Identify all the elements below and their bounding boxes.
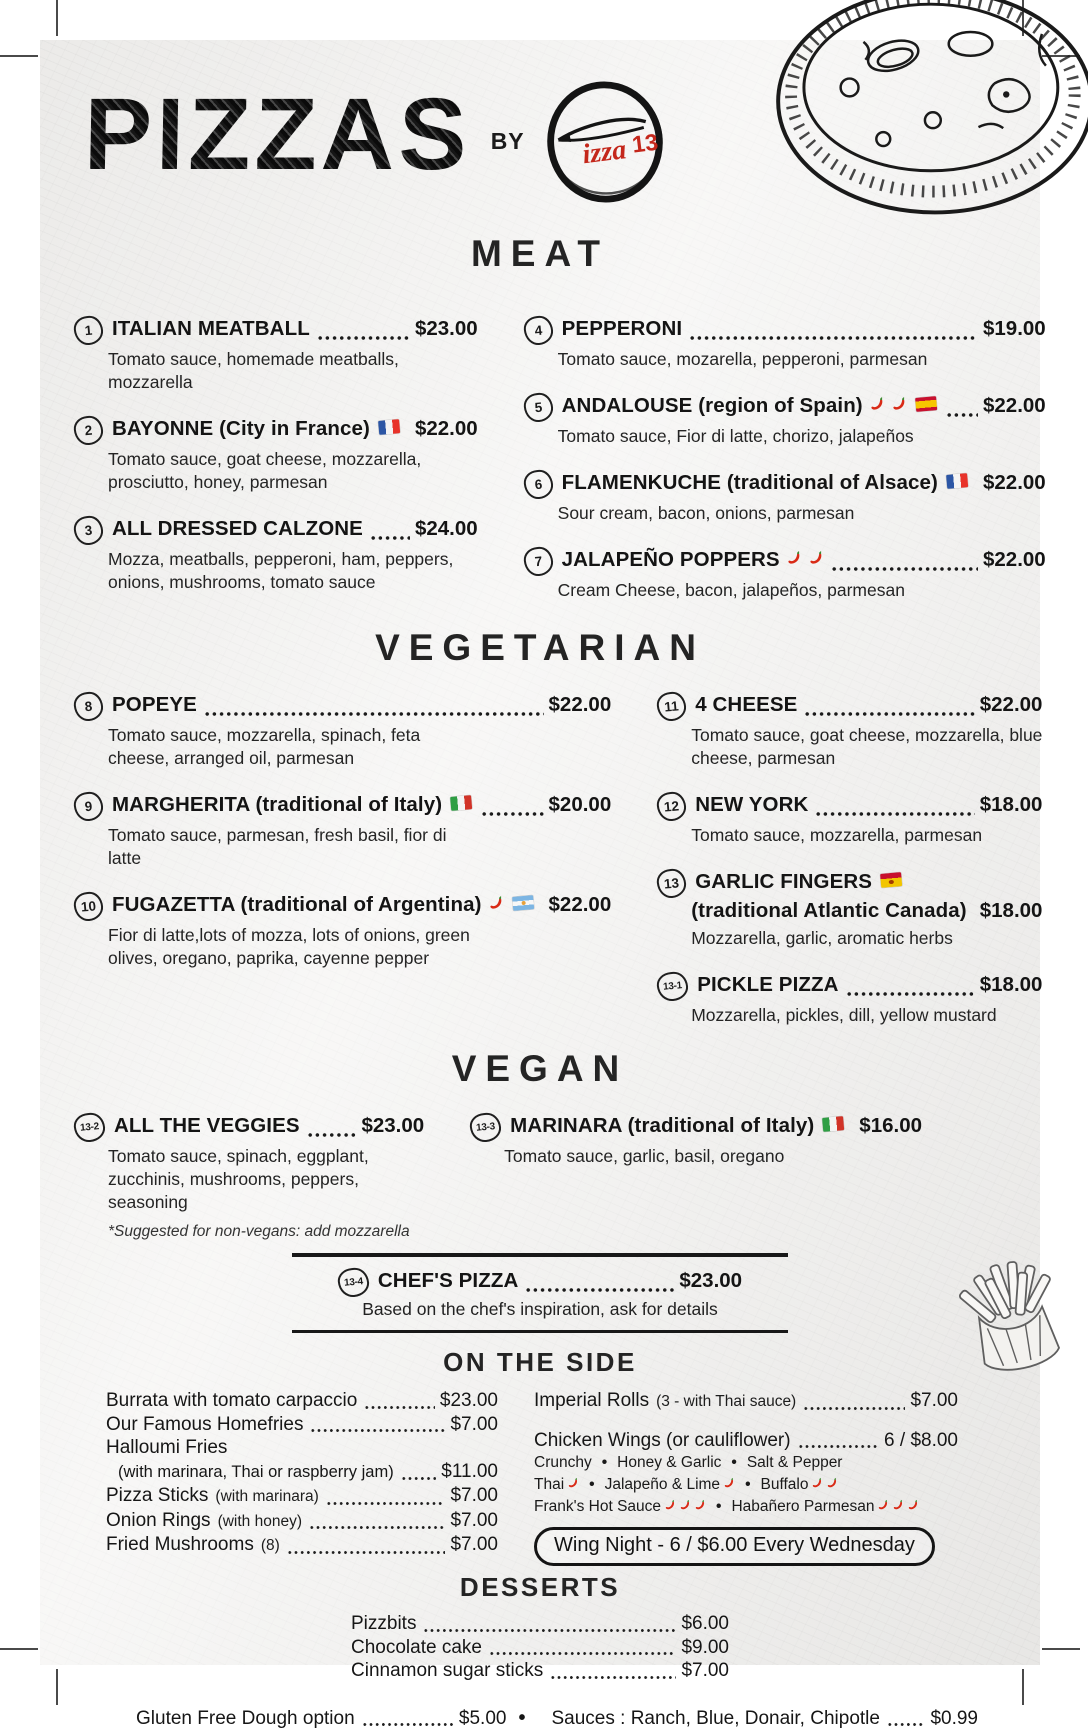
side-row (534, 1389, 958, 1414)
item-price: $22.00 (414, 417, 478, 440)
section-heading-meat: MEAT (470, 233, 610, 274)
gluten-free-row (136, 1708, 506, 1730)
chili-icon (488, 895, 504, 911)
item-number-badge: 13-3 (469, 1112, 502, 1144)
menu-item (74, 516, 478, 594)
menu-item (657, 692, 1042, 770)
item-name: ITALIAN MEATBALL (112, 317, 310, 340)
side-col-2-rows (534, 1389, 958, 1452)
side-item-note: (8) (260, 1537, 280, 1554)
item-description: Mozza, meatballs, pepperoni, ham, peppers, onions, mushrooms, tomato sauce (108, 549, 454, 592)
item-number-badge: 11 (656, 691, 687, 722)
pizza-sketch-icon (743, 26, 1088, 264)
side-item-price: $9.00 (681, 1636, 729, 1658)
side-row (106, 1389, 498, 1413)
dotted-leader (310, 1526, 445, 1529)
item-name: MARINARA (traditional of Italy) (510, 1114, 815, 1137)
item-name: MARGHERITA (traditional of Italy) (112, 793, 443, 816)
bullet-separator: • (601, 1454, 608, 1471)
item-name: FLAMENKUCHE (traditional of Alsace) (561, 471, 938, 494)
side-item-price: $7.00 (450, 1485, 498, 1506)
item-number-badge: 3 (73, 515, 104, 546)
side-item-note: (with marinara) (215, 1488, 319, 1505)
item-description: Tomato sauce, mozarella, pepperoni, parmesan (557, 349, 928, 369)
chili-icon (869, 396, 885, 412)
chili-icon (891, 396, 907, 412)
menu-item (74, 792, 611, 870)
footer-item-price: $0.99 (930, 1707, 978, 1729)
item-line (470, 1113, 922, 1142)
bullet-separator: • (731, 1454, 737, 1471)
dotted-leader (363, 1723, 454, 1726)
chili-icon (811, 1477, 823, 1489)
side-item-price: $6.00 (681, 1613, 729, 1634)
dotted-leader (424, 1629, 676, 1632)
item-price: $18.00 (979, 793, 1043, 816)
meat-col-2 (524, 316, 1046, 624)
footer-item-name: Gluten Free Dough option (136, 1707, 355, 1729)
item-line (657, 869, 1042, 898)
item-price: $22.00 (982, 548, 1046, 571)
item-name: 4 CHEESE (695, 693, 798, 716)
crop-mark (1042, 1648, 1080, 1650)
france-flag-icon (946, 473, 968, 489)
item-price: $20.00 (548, 793, 612, 816)
dotted-leader (551, 1676, 676, 1679)
spain-flag-icon (915, 396, 937, 412)
sauces-row (551, 1708, 978, 1730)
side-row (106, 1509, 498, 1534)
item-line (524, 470, 1046, 499)
dotted-leader (308, 1133, 357, 1137)
chefs-pizza-line (338, 1268, 742, 1297)
item-line (524, 547, 1046, 576)
chili-icon (826, 1477, 838, 1489)
item-description: Tomato sauce, mozzarella, spinach, feta cheese, arranged oil, parmesan (108, 725, 421, 768)
chili-icon (694, 1499, 706, 1511)
dotted-leader (690, 336, 978, 340)
side-item-price: $11.00 (441, 1460, 498, 1482)
item-description: Based on the chef's inspiration, ask for details (362, 1298, 718, 1319)
side-item-name: Fried Mushrooms (106, 1534, 254, 1555)
item-price: $23.00 (361, 1114, 425, 1137)
wing-flavor: Jalapeño & Lime (604, 1476, 721, 1493)
chili-icon (892, 1499, 904, 1511)
side-item-name: Cinnamon sugar sticks (351, 1660, 544, 1681)
side-item-price: $23.00 (439, 1390, 498, 1411)
item-price: $18.00 (979, 899, 1043, 922)
item-description: Tomato sauce, goat cheese, mozzarella, blue cheese, parmesan (691, 725, 1043, 768)
item-name: POPEYE (112, 693, 197, 716)
vegan-columns (40, 1113, 1040, 1263)
crop-mark (0, 1648, 38, 1650)
chili-icon (664, 1499, 676, 1511)
item-description: Tomato sauce, parmesan, fresh basil, fior di latte (108, 825, 447, 868)
wing-night-badge: Wing Night - 6 / $6.00 Every Wednesday (534, 1527, 935, 1566)
menu-item (524, 547, 1046, 602)
item-description: Mozzarella, garlic, aromatic herbs (691, 928, 953, 948)
vegan-col-1 (74, 1113, 424, 1263)
vegetarian-col-2 (657, 692, 1042, 1049)
bullet-separator: • (716, 1498, 722, 1515)
side-item-price: $7.00 (450, 1534, 498, 1555)
wing-flavor: Frank's Hot Sauce (534, 1498, 662, 1515)
item-price: $22.00 (982, 394, 1046, 417)
side-item-price: 6 / $8.00 (884, 1429, 958, 1451)
bullet-separator: • (518, 1706, 526, 1729)
item-price: $22.00 (548, 693, 612, 716)
menu-item (470, 1113, 922, 1168)
item-line (524, 393, 1046, 422)
side-item-price: $7.00 (450, 1509, 498, 1531)
item-number-badge: 1 (73, 315, 104, 346)
pizza13-logo-icon (541, 78, 669, 206)
side-row (106, 1436, 498, 1460)
item-name: ALL THE VEGGIES (114, 1114, 300, 1137)
section-heading-vegetarian: VEGETARIAN (375, 627, 705, 668)
logo-number: 13 (630, 128, 660, 158)
side-row (106, 1413, 498, 1437)
dotted-leader (799, 1445, 879, 1448)
vegetarian-columns (40, 692, 1043, 1049)
logo-text: izza (580, 134, 628, 171)
item-name: CHEF'S PIZZA (377, 1268, 519, 1292)
item-number-badge: 13-4 (337, 1266, 370, 1298)
crop-mark (56, 0, 58, 36)
item-name: ANDALOUSE (region of Spain) (561, 394, 863, 417)
item-name: GARLIC FINGERS (695, 870, 873, 893)
new-brunswick-flag-icon (880, 872, 902, 888)
by-label: BY (490, 128, 525, 154)
wing-flavors (534, 1452, 958, 1518)
item-line (74, 1113, 424, 1142)
wing-flavor-row (534, 1496, 958, 1518)
item-name: JALAPEÑO POPPERS (561, 548, 780, 571)
side-item-note: (3 - with Thai sauce) (656, 1393, 797, 1410)
chili-icon (907, 1499, 919, 1511)
menu-item (657, 792, 1042, 847)
item-description: Sour cream, bacon, onions, parmesan (557, 503, 855, 523)
page-title: PIZZAS (83, 77, 472, 191)
side-row (106, 1484, 498, 1509)
item-line-2 (691, 898, 1042, 924)
side-item-note: (with honey) (217, 1512, 302, 1530)
dotted-leader (205, 712, 544, 716)
item-description: Tomato sauce, mozzarella, parmesan (691, 825, 983, 845)
italy-flag-icon (822, 1116, 844, 1132)
side-item-name: Pizzbits (351, 1613, 417, 1634)
item-line (74, 692, 611, 721)
item-name: PICKLE PIZZA (697, 973, 839, 996)
item-name: BAYONNE (City in France) (112, 417, 370, 440)
wing-flavor: Thai (534, 1476, 565, 1493)
item-number-badge: 5 (522, 392, 553, 423)
side-item-name: Chocolate cake (351, 1636, 482, 1658)
item-line (74, 516, 478, 545)
chili-icon (723, 1477, 735, 1489)
side-row (534, 1429, 958, 1453)
side-col-2 (534, 1389, 958, 1566)
side-columns (40, 1389, 1040, 1566)
dotted-leader (490, 1652, 676, 1655)
crop-mark (1022, 1669, 1024, 1705)
item-line (524, 316, 1046, 345)
item-price: $22.00 (979, 693, 1043, 716)
wing-flavor: Crunchy (534, 1454, 592, 1471)
side-item-name: Onion Rings (106, 1509, 211, 1531)
item-line (657, 692, 1042, 721)
dotted-leader (482, 812, 543, 816)
footer-item-price: $5.00 (458, 1707, 507, 1729)
footer-item-name: Sauces : Ranch, Blue, Donair, Chipotle (551, 1707, 880, 1729)
side-item-name: (with marinara, Thai or raspberry jam) (118, 1462, 394, 1481)
dotted-leader (832, 567, 978, 571)
chili-icon (679, 1499, 691, 1511)
item-price: $16.00 (859, 1114, 922, 1137)
item-price: $22.00 (548, 893, 612, 916)
item-number-badge: 10 (73, 891, 104, 922)
item-price: $18.00 (979, 973, 1043, 996)
item-price: $24.00 (414, 517, 478, 540)
wing-flavor-row (534, 1452, 958, 1474)
item-description: Tomato sauce, homemade meatballs, mozzarella (108, 349, 399, 392)
desserts-list (351, 1612, 729, 1683)
wing-flavor: Honey & Garlic (617, 1454, 722, 1471)
chili-icon (786, 550, 802, 566)
item-description: Cream Cheese, bacon, jalapeños, parmesan (557, 580, 905, 600)
crop-mark (56, 1669, 58, 1705)
dotted-leader (365, 1406, 435, 1409)
item-number-badge: 9 (73, 791, 104, 822)
item-name: FUGAZETTA (traditional of Argentina) (112, 893, 482, 916)
dotted-leader (371, 536, 410, 540)
item-description: Tomato sauce, Fior di latte, chorizo, jalapeños (557, 426, 914, 446)
item-description: Tomato sauce, garlic, basil, oregano (504, 1146, 785, 1166)
item-number-badge: 12 (656, 791, 687, 822)
item-description: Tomato sauce, goat cheese, mozzarella, prosciutto, honey, parmesan (108, 449, 422, 492)
item-number-badge: 2 (73, 415, 104, 446)
side-row (351, 1659, 729, 1683)
divider-line (292, 1330, 788, 1334)
side-row (106, 1460, 498, 1485)
dotted-leader (947, 413, 978, 417)
vegan-note: *Suggested for non-vegans: add mozzarella (108, 1223, 410, 1240)
item-price: $22.00 (982, 471, 1046, 494)
italy-flag-icon (450, 795, 472, 811)
chili-icon (808, 550, 824, 566)
menu-item (524, 393, 1046, 448)
side-item-name: Pizza Sticks (106, 1485, 209, 1506)
wing-flavor: Buffalo (760, 1476, 809, 1493)
menu-item (657, 972, 1042, 1027)
crop-mark (0, 55, 38, 57)
item-description: Mozzarella, pickles, dill, yellow mustard (691, 1005, 997, 1025)
menu-item (74, 692, 611, 770)
side-item-name: Chicken Wings (or cauliflower) (534, 1429, 791, 1451)
menu-item (524, 470, 1046, 525)
dotted-leader (805, 712, 974, 716)
item-subname: (traditional Atlantic Canada) (691, 899, 967, 922)
side-item-name: Imperial Rolls (534, 1390, 650, 1411)
bullet-separator: • (589, 1476, 595, 1493)
side-item-price: $7.00 (910, 1390, 958, 1411)
dotted-leader (526, 1288, 674, 1292)
item-number-badge: 7 (522, 546, 553, 577)
side-col-1 (106, 1389, 498, 1566)
dotted-leader (311, 1429, 445, 1432)
item-number-badge: 13-1 (656, 971, 689, 1003)
side-item-price: $7.00 (450, 1413, 498, 1435)
chili-icon (567, 1477, 579, 1489)
item-name: ALL DRESSED CALZONE (112, 517, 363, 540)
item-line (657, 792, 1042, 821)
bullet-separator: • (745, 1476, 751, 1493)
dotted-leader (318, 336, 410, 340)
item-number-badge: 13 (656, 868, 687, 899)
menu-item (74, 892, 611, 970)
menu-item (74, 316, 478, 394)
item-description: Tomato sauce, spinach, eggplant, zucchinis, mushrooms, peppers, seasoning (108, 1146, 369, 1212)
dotted-leader (804, 1407, 905, 1410)
item-line (74, 892, 611, 921)
argentina-flag-icon (512, 895, 534, 911)
dotted-leader (847, 992, 975, 996)
item-price: $23.00 (679, 1268, 743, 1292)
menu-item (74, 416, 478, 494)
side-item-price: $7.00 (681, 1660, 729, 1681)
item-number-badge: 8 (73, 691, 104, 722)
section-heading-vegan: VEGAN (451, 1048, 629, 1089)
menu-paper (40, 40, 1046, 1729)
wing-flavor: Habañero Parmesan (731, 1498, 875, 1515)
dotted-leader (327, 1502, 446, 1505)
chefs-pizza-block (292, 1253, 788, 1333)
item-name: PEPPERONI (561, 317, 683, 340)
footer-line (40, 1707, 1040, 1730)
dotted-leader (816, 812, 974, 816)
section-heading-on-the-side: ON THE SIDE (443, 1347, 637, 1377)
item-line (657, 972, 1042, 1001)
item-number-badge: 6 (522, 469, 553, 500)
menu-item (657, 869, 1042, 950)
item-description: Fior di latte,lots of mozza, lots of onions, green olives, oregano, paprika, cayenne pepper (108, 925, 470, 968)
dotted-leader (402, 1477, 437, 1480)
france-flag-icon (378, 419, 400, 435)
dotted-leader (288, 1551, 446, 1554)
dotted-leader (888, 1723, 926, 1726)
item-line (74, 416, 478, 445)
menu-item (74, 1113, 424, 1241)
item-number-badge: 4 (522, 315, 553, 346)
item-name: NEW YORK (695, 793, 809, 816)
chili-icon (877, 1499, 889, 1511)
side-row (106, 1533, 498, 1558)
item-price: $19.00 (982, 317, 1046, 340)
fries-sketch-icon (948, 1248, 1066, 1380)
wing-flavor: Salt & Pepper (746, 1454, 843, 1471)
side-row (351, 1636, 729, 1660)
side-item-name: Burrata with tomato carpaccio (106, 1390, 358, 1411)
wing-flavor-row (534, 1474, 958, 1496)
meat-col-1 (74, 316, 478, 624)
vegan-col-2 (470, 1113, 922, 1263)
item-price: $23.00 (414, 317, 478, 340)
section-heading-desserts: DESSERTS (459, 1572, 621, 1602)
side-row (351, 1612, 729, 1636)
side-item-name: Our Famous Homefries (106, 1413, 304, 1435)
side-item-name: Halloumi Fries (106, 1437, 228, 1458)
vegetarian-col-1 (74, 692, 611, 1049)
menu-item (524, 316, 1046, 371)
item-line (74, 792, 611, 821)
item-number-badge: 13-2 (73, 1112, 106, 1144)
meat-columns (40, 316, 1046, 624)
item-line (74, 316, 478, 345)
